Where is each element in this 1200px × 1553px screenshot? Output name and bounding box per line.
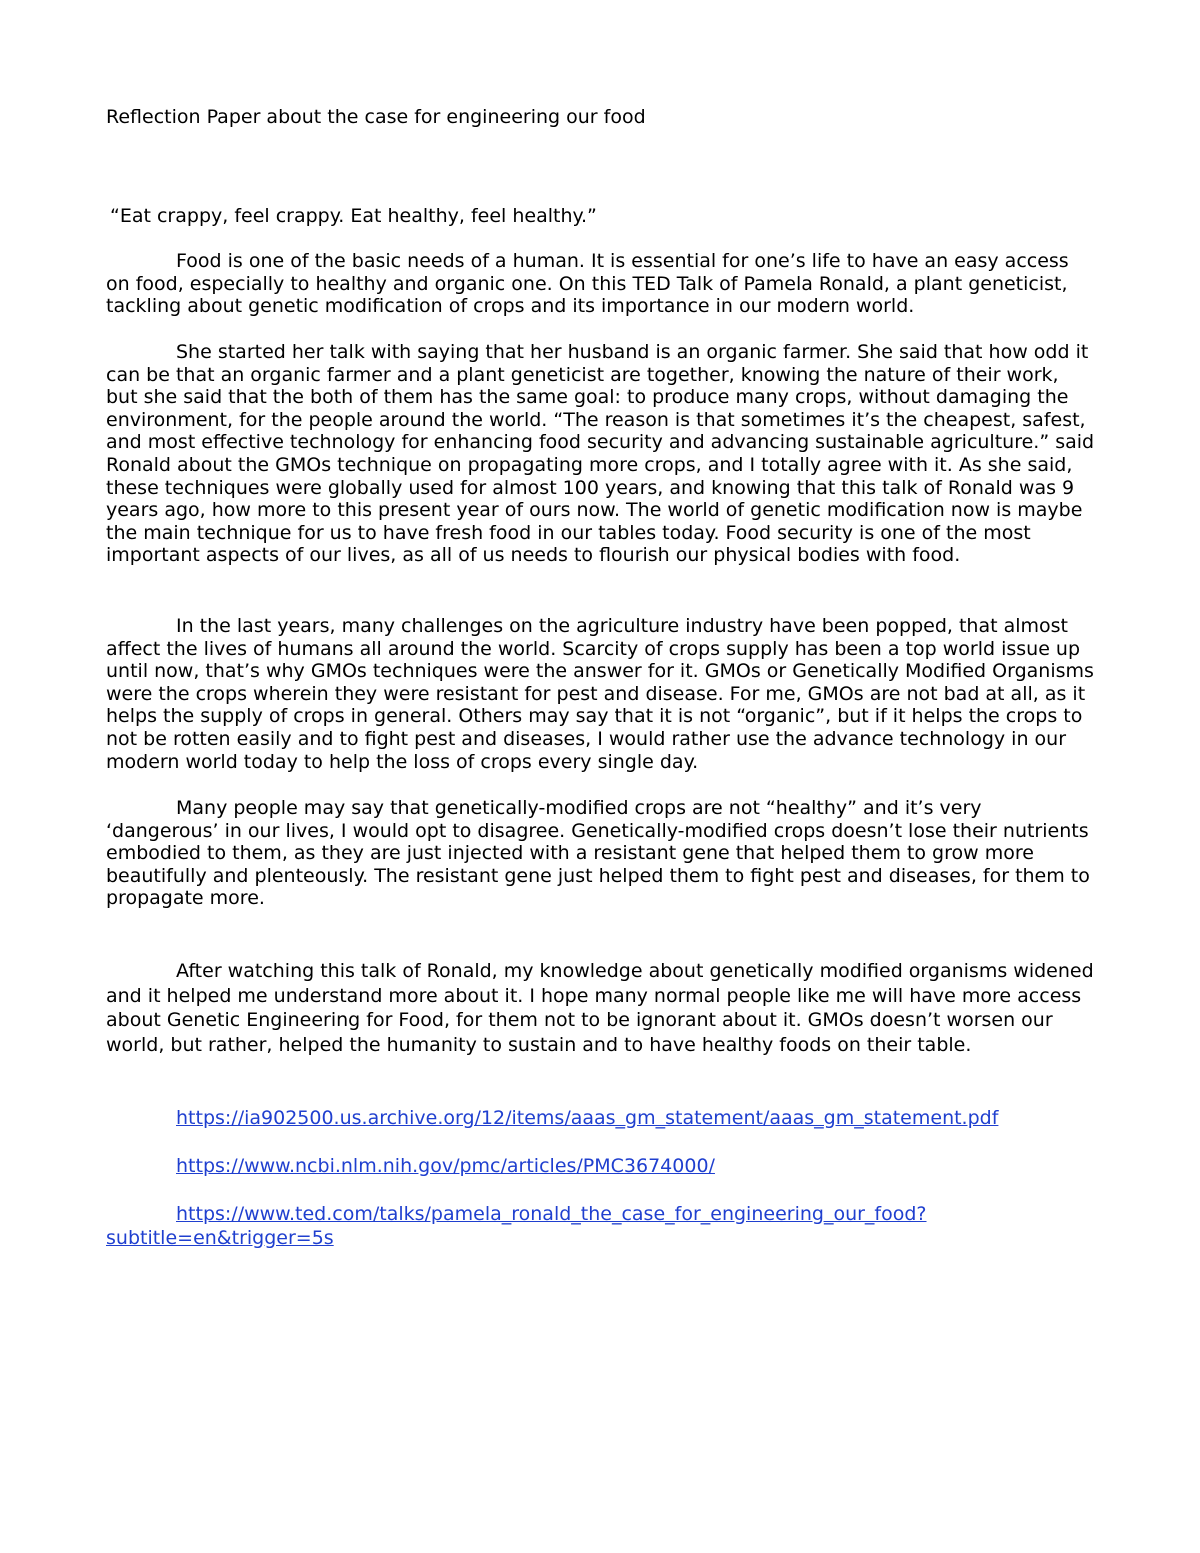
- reference-link-2[interactable]: https://www.ncbi.nlm.nih.gov/pmc/articles/PMC3674000/: [176, 1155, 715, 1177]
- paragraph-text: In the last years, many challenges on the agriculture industry have been popped, that almost affect the lives of humans all around the world. Scarcity of crops supply has been a top world issue up until now, that’s why GMOs techniques were the answer for it. GMOs or Genetically Modified Organisms were the crops wherein they were resistant for pest and disease. For me, GMOs are not bad at all, as it helps the supply of crops in general. Others may say that it is not “organic”, but if it helps the crops to not be rotten easily and to fight pest and diseases, I would rather use the advance technology in our modern world today to help the loss of crops every single day.: [106, 615, 1094, 773]
- paragraph-3: [106, 615, 1096, 773]
- reference-link-1-row: [106, 1106, 1096, 1130]
- paragraph-text: After watching this talk of Ronald, my knowledge about genetically modified organisms widened and it helped me understand more about it. I hope many normal people like me will have more access about Genetic Engineering for Food, for them not to be ignorant about it. GMOs doesn’t worsen our world, but rather, helped the humanity to sustain and to have healthy foods on their table.: [106, 960, 1094, 1056]
- paragraph-4: [106, 797, 1096, 910]
- paragraph-1: [106, 250, 1096, 318]
- paragraph-text: She started her talk with saying that her husband is an organic farmer. She said that how odd it can be that an organic farmer and a plant geneticist are together, knowing the nature of their work, but she said that the both of them has the same goal: to produce many crops, without damaging the environment, for the people around the world. “The reason is that sometimes it’s the cheapest, safest, and most effective technology for enhancing food security and advancing sustainable agriculture.” said Ronald about the GMOs technique on propagating more crops, and I totally agree with it. As she said, these techniques were globally used for almost 100 years, and knowing that this talk of Ronald was 9 years ago, how more to this present year of ours now. The world of genetic modification now is maybe the main technique for us to have fresh food in our tables today. Food security is one of the most important aspects of our lives, as all of us needs to flourish our physical bodies with food.: [106, 341, 1095, 567]
- reference-link-2-row: [106, 1154, 1096, 1178]
- reference-link-3[interactable]: https://www.ted.com/talks/pamela_ronald_the_case_for_engineering_our_food?subtitle=en&trigger=5s: [106, 1203, 927, 1249]
- reference-link-3-row: [106, 1202, 1006, 1250]
- document-title: Reflection Paper about the case for engineering our food: [106, 106, 646, 128]
- paragraph-2: [106, 341, 1096, 567]
- paragraph-5: [106, 959, 1096, 1057]
- reference-link-1[interactable]: https://ia902500.us.archive.org/12/items/aaas_gm_statement/aaas_gm_statement.pdf: [176, 1107, 999, 1129]
- opening-quote: “Eat crappy, feel crappy. Eat healthy, feel healthy.”: [110, 205, 597, 227]
- paragraph-text: Food is one of the basic needs of a human. It is essential for one’s life to have an easy access on food, especially to healthy and organic one. On this TED Talk of Pamela Ronald, a plant geneticist, tackling about genetic modification of crops and its importance in our modern world.: [106, 250, 1069, 318]
- paragraph-text: Many people may say that genetically-modified crops are not “healthy” and it’s very ‘dangerous’ in our lives, I would opt to disagree. Genetically-modified crops doesn’t lose their nutrients embodied to them, as they are just injected with a resistant gene that helped them to grow more beautifully and plenteously. The resistant gene just helped them to fight pest and diseases, for them to propagate more.: [106, 797, 1090, 910]
